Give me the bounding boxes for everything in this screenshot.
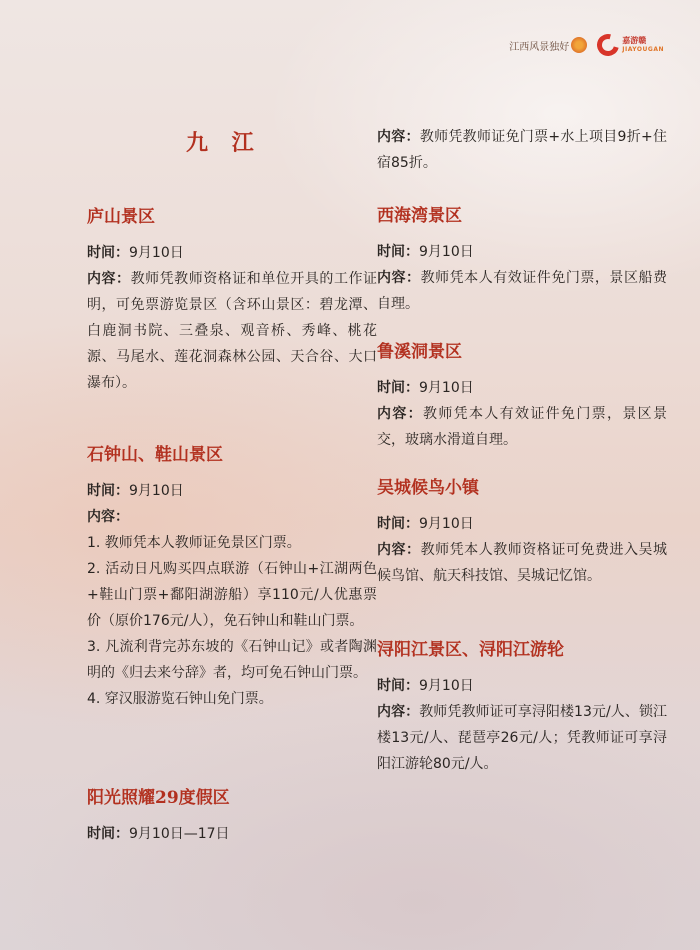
jiayougan-logo-subtext: JIAYOUGAN [622, 46, 664, 53]
section-heading: 庐山景区 [87, 207, 155, 227]
time-line: 时间：9月10日 [87, 483, 184, 499]
c-mark-icon [593, 30, 623, 60]
time-line: 时间：9月10日 [377, 516, 474, 532]
section-luxidong [377, 341, 667, 453]
content-line: 内容：教师凭本人教师资格证可免费进入吴城候鸟馆、航天科技馆、吴城记忆馆。 [377, 542, 668, 584]
section-heading: 鲁溪洞景区 [377, 342, 462, 362]
jiayougan-logo [597, 34, 664, 56]
section-heading: 浔阳江景区、浔阳江游轮 [377, 640, 564, 660]
section-heading: 阳光照耀29度假区 [87, 788, 230, 808]
time-line: 时间：9月10日—17日 [87, 826, 230, 842]
list-item: 2. 活动日凡购买四点联游（石钟山+江湖两色+鞋山门票+鄱阳湖游船）享110元/人优惠票价（原价176元/人），免石钟山和鞋山门票。 [87, 561, 377, 629]
list-item: 4. 穿汉服游览石钟山免门票。 [87, 691, 273, 707]
jiayougan-logo-text: 嘉游赣 [622, 36, 647, 45]
section-xunyangjiang [377, 639, 667, 777]
section-lushan [87, 206, 377, 396]
content-line: 内容：教师凭教师资格证和单位开具的工作证明，可免票游览景区（含环山景区：碧龙潭、白鹿洞书院、三叠泉、观音桥、秀峰、桃花源、马尾水、莲花洞森林公园、天合谷、大口瀑布）。 [87, 271, 378, 391]
list-item: 3. 凡流利背完苏东坡的《石钟山记》或者陶渊明的《归去来兮辞》者，均可免石钟山门票。 [87, 639, 377, 681]
list-item: 1. 教师凭本人教师证免景区门票。 [87, 535, 301, 551]
section-xihaiwan [377, 205, 667, 317]
page-title: 九 江 [186, 130, 262, 156]
jiangxi-scenery-logo [509, 37, 587, 53]
time-line: 时间：9月10日 [377, 678, 474, 694]
section-heading: 西海湾景区 [377, 206, 462, 226]
jiangxi-logo-text: 江西风景独好 [509, 41, 570, 53]
time-line: 时间：9月10日 [377, 380, 474, 396]
section-heading: 石钟山、鞋山景区 [87, 445, 223, 465]
content-line: 内容：教师凭教师证可享浔阳楼13元/人、锁江楼13元/人、琵琶亭26元/人；凭教师证可享浔阳江游轮80元/人。 [377, 704, 668, 772]
section-wucheng [377, 477, 667, 589]
sun-icon [571, 37, 587, 53]
section-shizhongshan [87, 444, 377, 712]
time-line: 时间：9月10日 [87, 245, 184, 261]
header-logos [509, 34, 664, 56]
content-line: 内容：教师凭教师证免门票+水上项目9折+住宿85折。 [377, 129, 667, 171]
content-line: 内容：教师凭本人有效证件免门票，景区景交，玻璃水滑道自理。 [377, 406, 667, 448]
section-yangguang [87, 787, 377, 847]
time-line: 时间：9月10日 [377, 244, 474, 260]
section-yangguang-continued [377, 124, 667, 176]
content-label-line: 内容： [87, 509, 129, 525]
content-line: 内容：教师凭本人有效证件免门票，景区船费自理。 [377, 270, 668, 312]
section-heading: 吴城候鸟小镇 [377, 478, 479, 498]
